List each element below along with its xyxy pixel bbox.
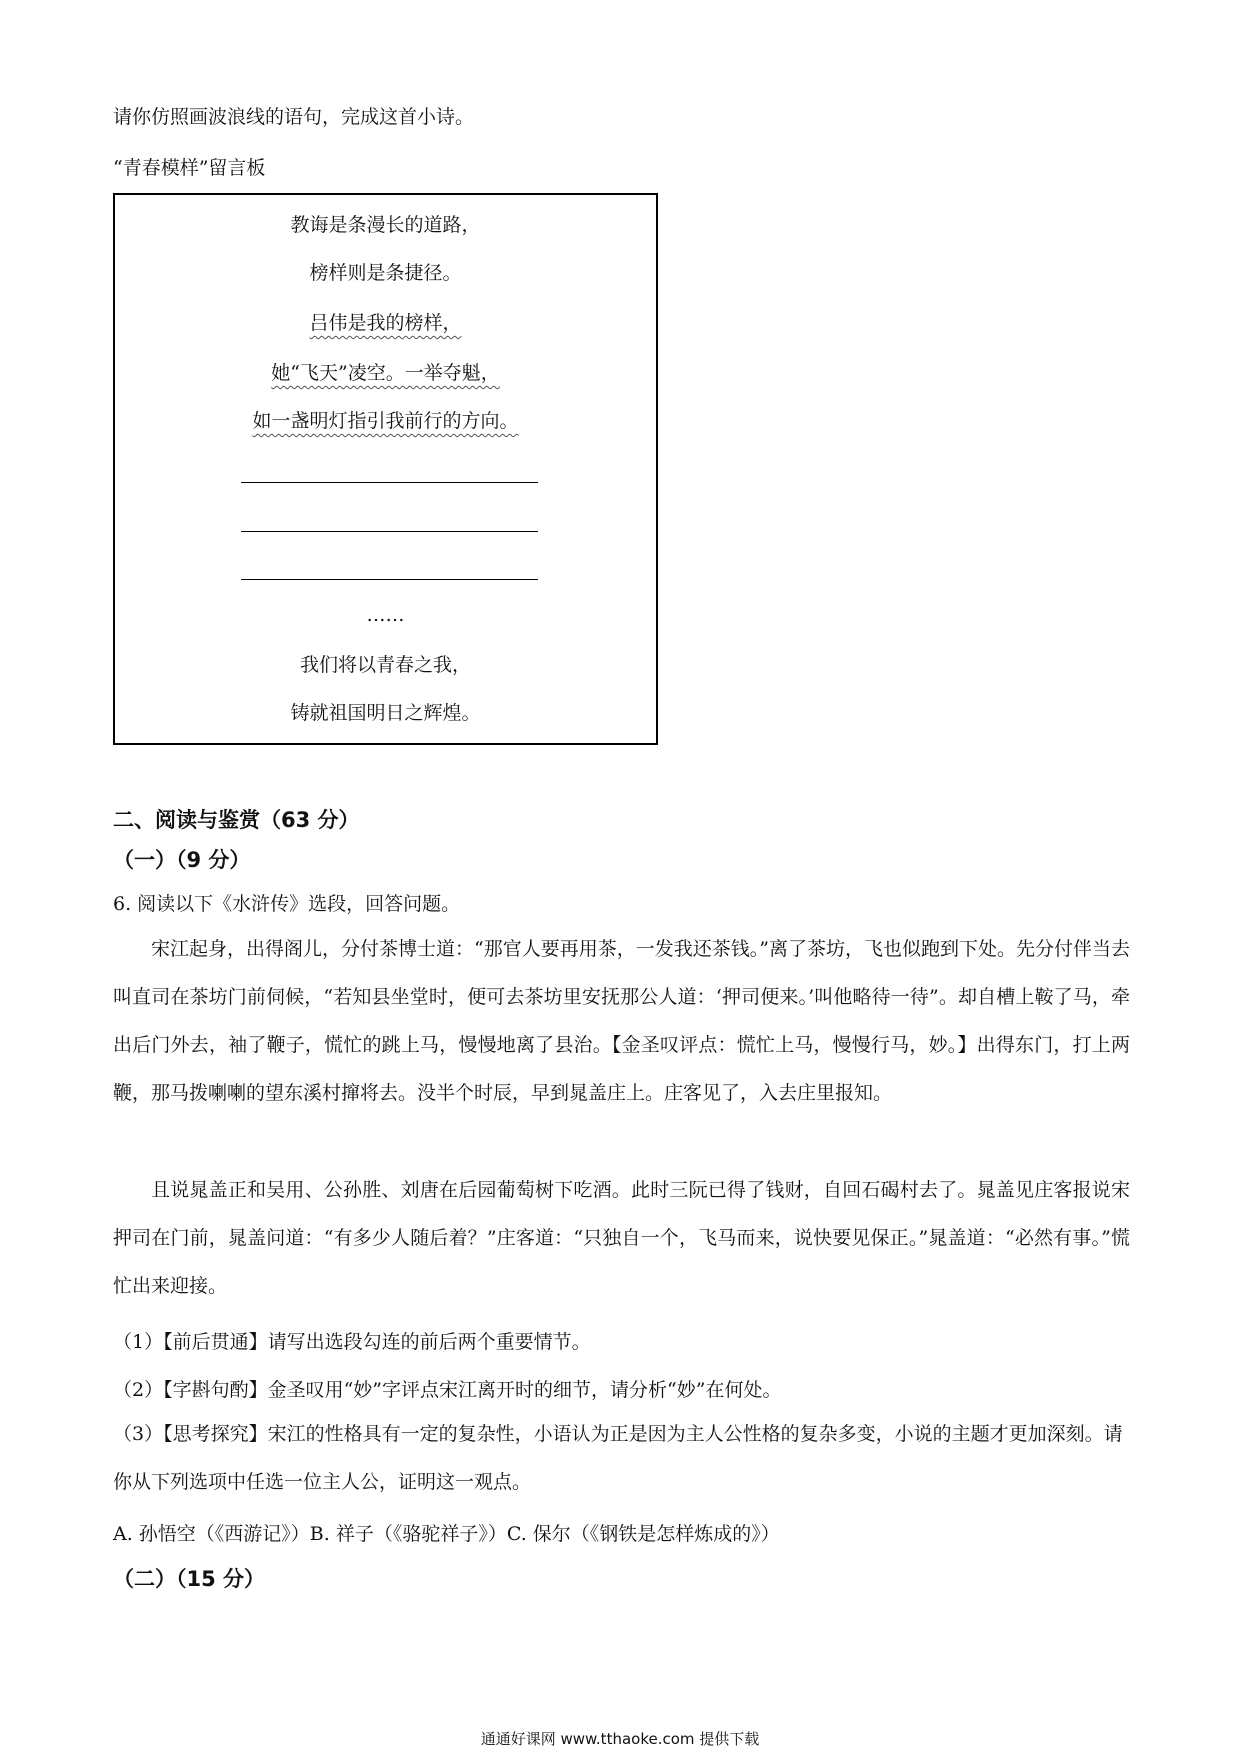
poem-line-wavy: 吕伟是我的榜样， (309, 312, 462, 334)
board-title: “青春模样”留言板 (113, 157, 266, 179)
sub-question: （2）【字斟句酌】金圣叹用“妙”字评点宋江离开时的细节，请分析“妙”在何处。 (113, 1379, 782, 1401)
answer-blank-line (241, 531, 538, 532)
sub-question: （3）【思考探究】宋江的性格具有一定的复杂性，小语认为正是因为主人公性格的复杂多变，小说的主题才更加深刻。请你从下列选项中任选一位主人公，证明这一观点。 (113, 1423, 1123, 1493)
answer-options: A. 孙悟空（《西游记》）B. 祥子（《骆驼祥子》）C. 保尔（《钢铁是怎样炼成的》） (113, 1523, 780, 1545)
poem-line-wavy: 如一盏明灯指引我前行的方向。 (252, 410, 519, 432)
passage-paragraph: 宋江起身，出得阁儿，分付茶博士道：“那官人要再用茶，一发我还茶钱。”离了茶坊，飞也似跑到下处。先分付伴当去叫直司在茶坊门前伺候，“若知县坐堂时，便可去茶坊里安抚那公人道：‘押司便来。’叫他略待一待”。却自槽上鞍了马，牵出后门外去，袖了鞭子，慌忙的跳上马，慢慢地离了县治。【金圣叹评点：慌忙上马，慢慢行马，妙。】出得东门，打上两鞭，那马拨喇喇的望东溪村撺将去。没半个时辰，早到晁盖庄上。庄客见了，入去庄里报知。 (113, 938, 1130, 1104)
poem-box (113, 193, 658, 745)
poem-line-wavy: 她“飞天”凌空。一举夺魁， (271, 362, 500, 384)
poem-ellipsis: …… (366, 604, 405, 626)
part-heading: （一）（9 分） (113, 848, 251, 872)
poem-line: 铸就祖国明日之辉煌。 (290, 702, 481, 724)
poem-line: 榜样则是条捷径。 (309, 262, 462, 284)
sub-question: （1）【前后贯通】请写出选段勾连的前后两个重要情节。 (113, 1331, 591, 1353)
poem-line: 教诲是条漫长的道路， (290, 214, 481, 236)
section-heading: 二、阅读与鉴赏（63 分） (113, 808, 360, 832)
question-text: 6. 阅读以下《水浒传》选段，回答问题。 (113, 893, 461, 915)
answer-blank-line (241, 579, 538, 580)
instruction-text: 请你仿照画波浪线的语句，完成这首小诗。 (113, 106, 475, 128)
footer-text: 通通好课网 www.tthaoke.com 提供下载 (480, 1730, 760, 1748)
poem-line: 我们将以青春之我， (299, 654, 471, 676)
passage-paragraph: 且说晁盖正和吴用、公孙胜、刘唐在后园葡萄树下吃酒。此时三阮已得了钱财，自回石碣村去了。晁盖见庄客报说宋押司在门前，晁盖问道：“有多少人随后着？”庄客道：“只独自一个，飞马而来，说快要见保正。”晁盖道：“必然有事。”慌忙出来迎接。 (113, 1179, 1130, 1297)
answer-blank-line (241, 482, 538, 483)
part-heading: （二）（15 分） (113, 1567, 266, 1591)
